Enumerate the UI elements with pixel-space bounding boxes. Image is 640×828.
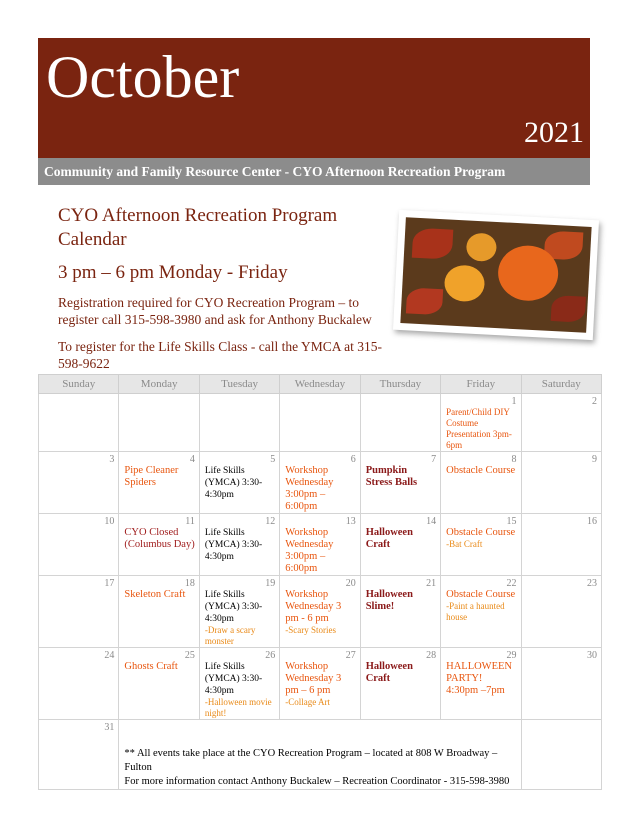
day-cell — [521, 576, 601, 648]
week-row-last — [39, 720, 602, 790]
life-skills-text: To register for the Life Skills Class - call the YMCA at 315-598-9622 — [58, 339, 382, 371]
day-number: 23 — [587, 578, 597, 589]
day-number — [366, 396, 436, 407]
day-cell — [521, 394, 601, 452]
day-cell — [280, 394, 360, 452]
day-number: 4 — [189, 454, 195, 465]
day-cell — [39, 452, 119, 514]
day-cell — [521, 648, 601, 720]
day-number: 2 — [592, 396, 597, 407]
day-number: 1 — [511, 396, 517, 407]
day-cell — [280, 576, 360, 648]
event-text: Workshop Wednesday 3:00pm – 6:00pm — [285, 527, 334, 574]
year-label: 2021 — [524, 116, 584, 149]
event-text: -Paint a haunted house — [446, 601, 505, 622]
day-cell — [360, 394, 440, 452]
week-row — [39, 514, 602, 576]
weekday-header — [39, 375, 602, 394]
day-cell — [39, 576, 119, 648]
day-number: 30 — [587, 650, 597, 661]
day-number: 13 — [345, 516, 356, 527]
hours-heading: 3 pm – 6 pm Monday - Friday — [58, 262, 288, 283]
day-cell — [39, 514, 119, 576]
day-number: 8 — [511, 454, 517, 465]
event-text: Skeleton Craft — [124, 589, 186, 600]
day-number: 22 — [506, 578, 517, 589]
event-text: Life Skills (YMCA) 3:30-4:30pm — [204, 466, 263, 500]
event-text: Obstacle Course — [446, 589, 516, 600]
day-number: 18 — [184, 578, 195, 589]
event-text: -Bat Craft — [446, 539, 483, 549]
day-number: 5 — [270, 454, 276, 465]
day-cell — [39, 394, 119, 452]
event-text: Obstacle Course — [446, 527, 516, 538]
day-cell — [521, 452, 601, 514]
footer-note: For more information contact Anthony Buckalew – Recreation Coordinator - 315-598-3980 — [124, 776, 510, 787]
day-cell — [360, 452, 440, 514]
day-cell — [119, 394, 199, 452]
day-number: 31 — [104, 722, 115, 733]
day-number — [124, 396, 194, 407]
month-title: October — [46, 44, 240, 110]
week-row — [39, 648, 602, 720]
calendar-grid — [38, 374, 602, 790]
event-text: Halloween Slime! — [365, 589, 413, 612]
day-number: 7 — [431, 454, 437, 465]
day-number: 16 — [587, 516, 597, 527]
day-cell — [521, 514, 601, 576]
weekday-monday: Monday — [119, 375, 199, 394]
event-text: Halloween Craft — [365, 661, 413, 684]
week-row — [39, 452, 602, 514]
day-cell — [199, 648, 279, 720]
day-cell — [119, 576, 199, 648]
event-text: CYO Closed (Columbus Day) — [124, 527, 195, 550]
footer-notes — [119, 720, 521, 790]
event-text: -Halloween movie night! — [204, 697, 272, 718]
event-text: -Draw a scary monster — [204, 625, 256, 646]
day-cell — [360, 648, 440, 720]
weekday-tuesday: Tuesday — [199, 375, 279, 394]
weekday-wednesday: Wednesday — [280, 375, 360, 394]
day-number: 14 — [426, 516, 437, 527]
day-number: 10 — [104, 516, 115, 527]
event-text: Parent/Child DIY Costume Presentation 3pm-6pm — [446, 407, 512, 450]
day-number: 25 — [184, 650, 195, 661]
day-number: 15 — [506, 516, 517, 527]
event-text: Workshop Wednesday 3:00pm – 6:00pm — [285, 465, 334, 512]
event-text: Workshop Wednesday 3 pm – 6 pm — [285, 661, 342, 696]
pumpkin-image — [400, 217, 591, 333]
day-cell — [441, 452, 521, 514]
registration-text: Registration required for CYO Recreation Program – to register call 315-598-3980 and ask for Anthony Buckalew — [58, 295, 372, 327]
day-number: 6 — [350, 454, 356, 465]
event-text: Obstacle Course — [446, 465, 516, 476]
pumpkin-photo — [393, 210, 599, 340]
day-cell — [360, 576, 440, 648]
weekday-saturday: Saturday — [521, 375, 601, 394]
intro-section — [58, 204, 388, 372]
event-text: -Collage Art — [285, 697, 331, 707]
event-text: Workshop Wednesday 3 pm - 6 pm — [285, 589, 342, 624]
day-number: 11 — [185, 516, 195, 527]
event-text: Pumpkin Stress Balls — [365, 465, 418, 488]
event-text: Halloween Craft — [365, 527, 413, 550]
day-number: 3 — [109, 454, 115, 465]
day-cell — [280, 452, 360, 514]
day-cell — [39, 648, 119, 720]
event-text: Pipe Cleaner Spiders — [124, 465, 179, 488]
calendar-title: CYO Afternoon Recreation Program Calendar — [58, 205, 338, 250]
weekday-sunday: Sunday — [39, 375, 119, 394]
day-cell — [119, 648, 199, 720]
day-cell — [441, 576, 521, 648]
day-cell — [280, 514, 360, 576]
day-number — [285, 396, 355, 407]
event-text: Life Skills (YMCA) 3:30-4:30pm — [204, 528, 263, 562]
day-number: 29 — [506, 650, 517, 661]
day-cell — [441, 648, 521, 720]
day-cell — [441, 514, 521, 576]
day-number: 21 — [426, 578, 437, 589]
event-text: -Scary Stories — [285, 625, 337, 635]
event-text: Ghosts Craft — [124, 661, 178, 672]
day-number: 20 — [345, 578, 356, 589]
week-row — [39, 576, 602, 648]
day-number: 17 — [104, 578, 115, 589]
day-cell — [280, 648, 360, 720]
day-cell — [39, 720, 119, 790]
weekday-friday: Friday — [441, 375, 521, 394]
day-number: 12 — [265, 516, 276, 527]
day-number: 27 — [345, 650, 356, 661]
event-text: Life Skills (YMCA) 3:30-4:30pm — [204, 590, 263, 624]
day-cell — [521, 720, 601, 790]
day-number: 24 — [104, 650, 115, 661]
day-cell — [119, 452, 199, 514]
day-cell — [199, 514, 279, 576]
event-text: HALLOWEEN PARTY! 4:30pm –7pm — [446, 661, 513, 696]
header-banner — [38, 38, 590, 158]
day-cell — [360, 514, 440, 576]
day-number — [205, 396, 275, 407]
day-number: 28 — [426, 650, 437, 661]
day-number — [44, 396, 114, 407]
day-number: 19 — [265, 578, 276, 589]
day-number: 9 — [592, 454, 597, 465]
footer-note: ** All events take place at the CYO Recreation Program – located at 808 W Broadway –Fulton — [124, 748, 498, 773]
program-subtitle: Community and Family Resource Center - CYO Afternoon Recreation Program — [38, 158, 590, 185]
day-cell — [199, 576, 279, 648]
day-number: 26 — [265, 650, 276, 661]
week-row — [39, 394, 602, 452]
day-cell — [119, 514, 199, 576]
day-cell — [199, 452, 279, 514]
day-cell — [199, 394, 279, 452]
event-text: Life Skills (YMCA) 3:30-4:30pm — [204, 662, 263, 696]
weekday-thursday: Thursday — [360, 375, 440, 394]
day-cell — [441, 394, 521, 452]
